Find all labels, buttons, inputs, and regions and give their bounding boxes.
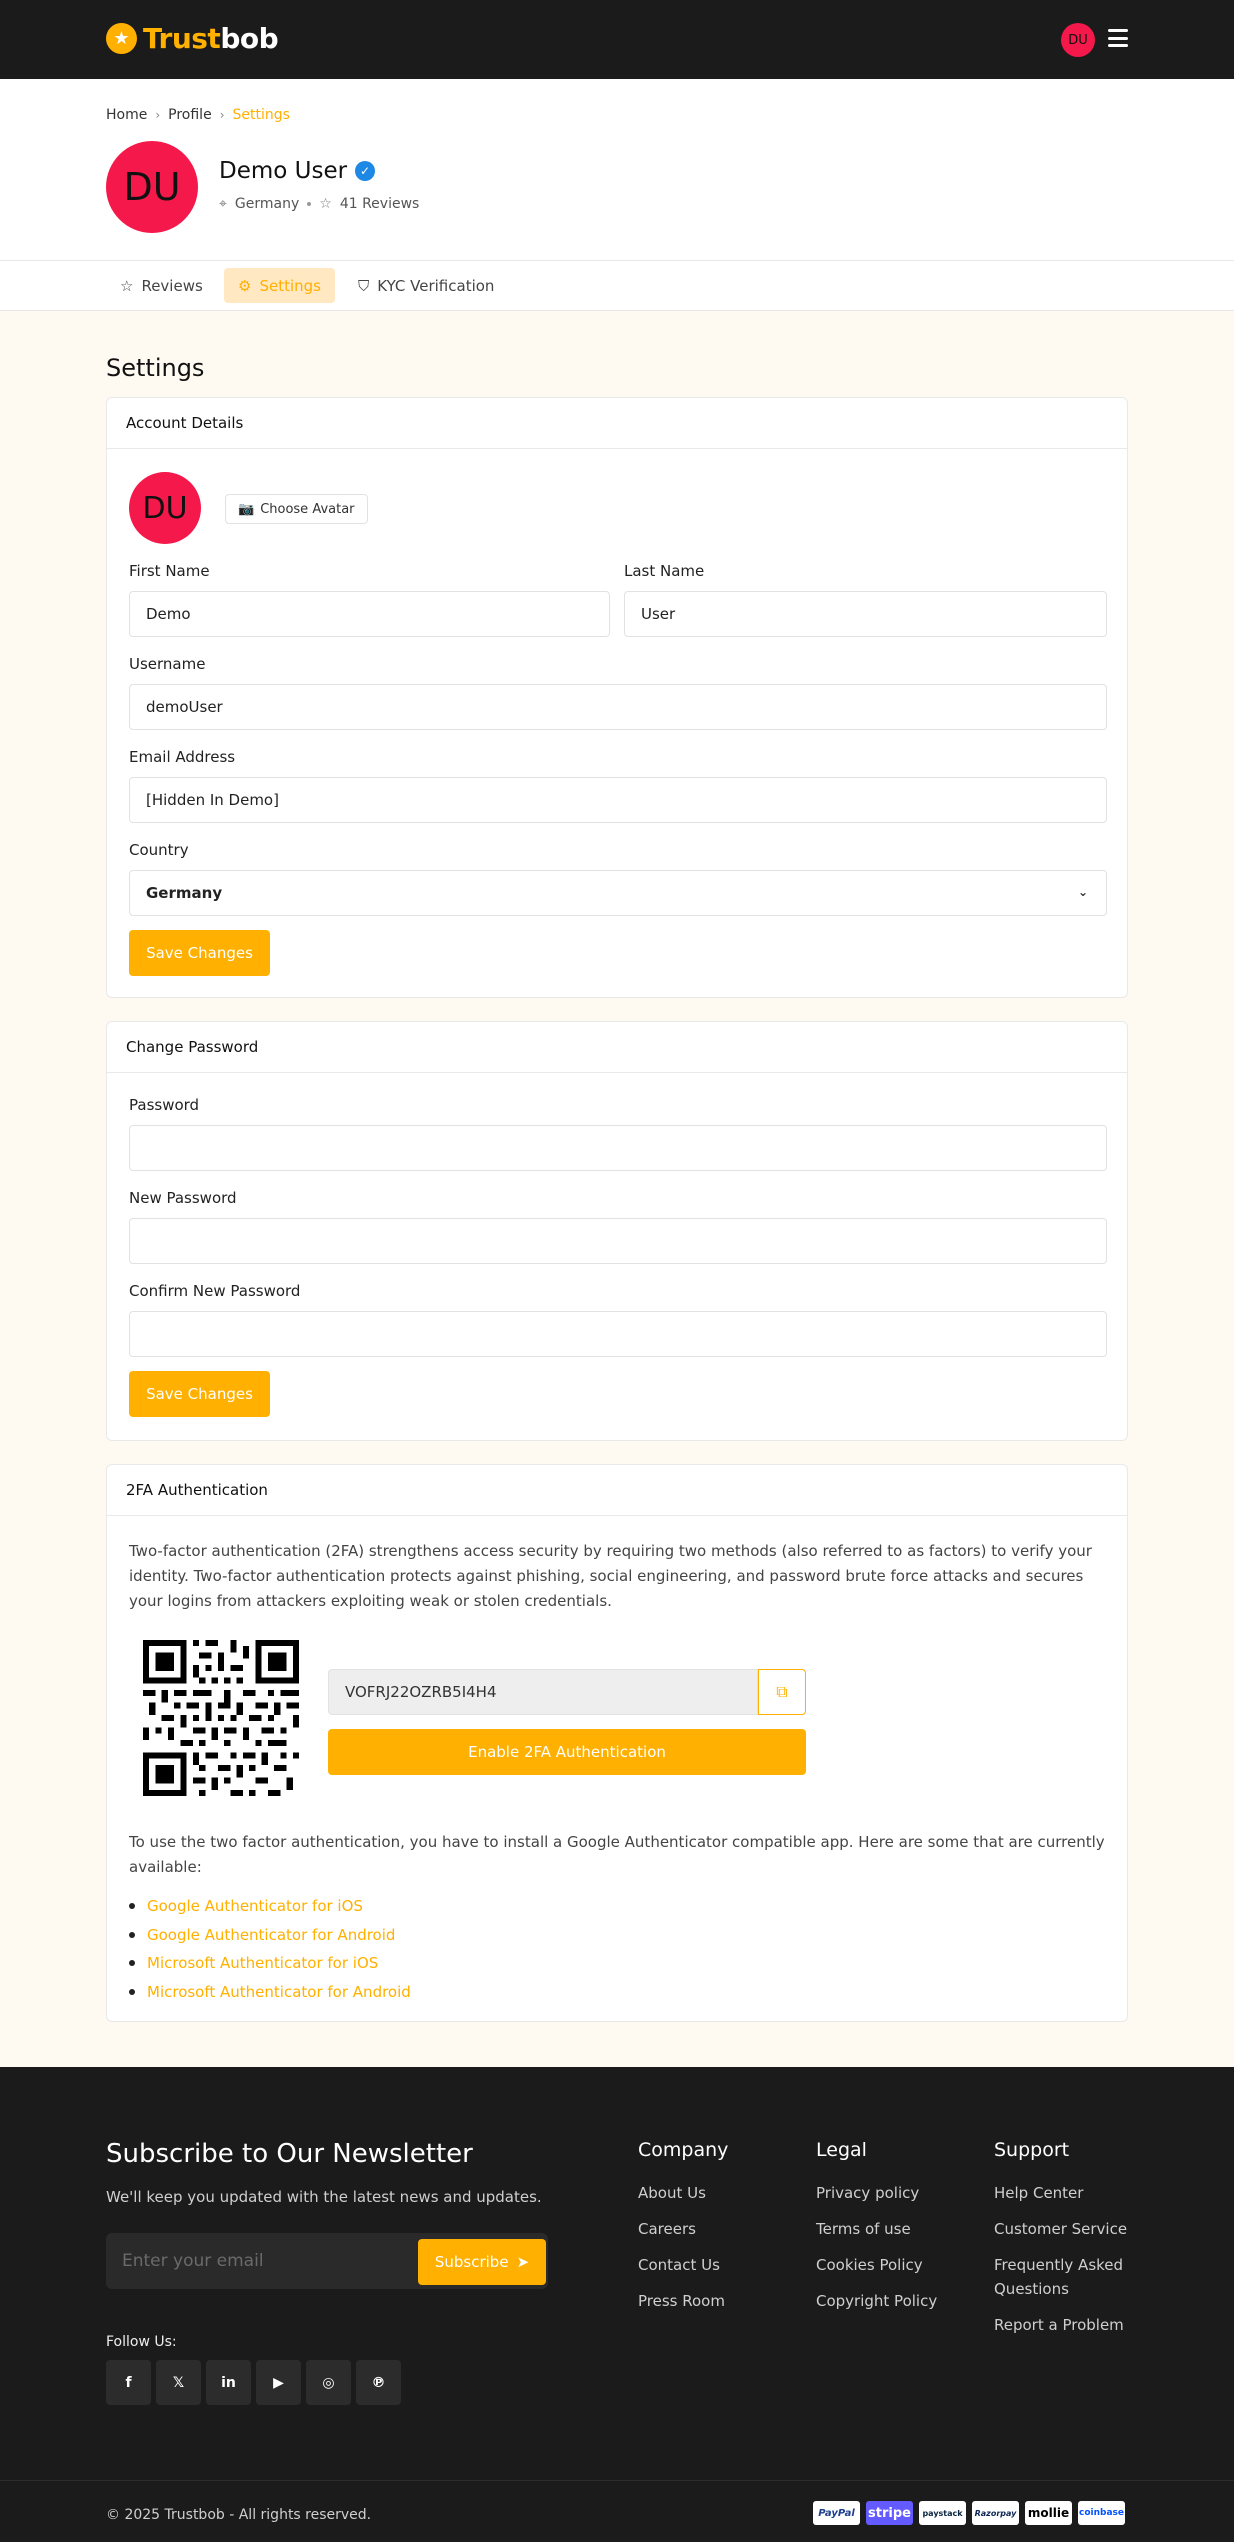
instagram-icon[interactable]: ◎ [306, 2360, 351, 2405]
account-avatar: DU [129, 472, 201, 544]
email-input[interactable]: [Hidden In Demo] [129, 777, 1107, 823]
footer-link[interactable]: Careers [638, 2220, 696, 2238]
newsletter-title: Subscribe to Our Newsletter [106, 2139, 473, 2169]
footer-company-column [638, 2139, 728, 2325]
profile-meta [219, 196, 419, 212]
breadcrumb-current: Settings [232, 107, 290, 123]
save-changes-button[interactable]: Save Changes [129, 930, 270, 976]
newsletter-form [106, 2233, 548, 2289]
profile-reviews-count: 41 Reviews [339, 196, 420, 212]
footer-support-column [994, 2139, 1130, 2349]
gear-icon: ⚙ [238, 276, 252, 295]
facebook-icon[interactable]: f [106, 2360, 151, 2405]
footer-link[interactable]: Frequently Asked Questions [994, 2256, 1124, 2298]
tab-settings[interactable] [224, 268, 335, 303]
profile-name-row [219, 158, 375, 184]
password-input[interactable] [129, 1125, 1107, 1171]
last-name-label: Last Name [624, 562, 705, 580]
mollie-logo: mollie [1025, 2501, 1072, 2525]
footer-column-title: Company [638, 2139, 729, 2161]
breadcrumb-profile[interactable]: Profile [168, 107, 212, 123]
chevron-right-icon: › [155, 108, 161, 122]
footer-link[interactable]: Privacy policy [816, 2184, 920, 2202]
tab-label: Settings [259, 276, 321, 295]
card-title: Account Details [107, 398, 1127, 449]
star-icon: ★ [106, 23, 137, 54]
twofa-apps-intro: To use the two factor authentication, you have to install a Google Authenticator compatible app. Here are some that are currently available: [129, 1833, 1105, 1876]
enable-2fa-button[interactable]: Enable 2FA Authentication [328, 1729, 806, 1775]
page-title: Settings [106, 354, 205, 382]
username-label: Username [129, 655, 206, 673]
pinterest-icon[interactable]: ℗ [356, 2360, 401, 2405]
copy-icon[interactable]: ⧉ [758, 1669, 806, 1715]
qr-code-image [143, 1640, 299, 1796]
chevron-down-icon: ⌄ [1077, 885, 1088, 899]
newsletter-email-input[interactable]: Enter your email [122, 2251, 264, 2271]
choose-avatar-label: Choose Avatar [260, 501, 355, 517]
footer-column-title: Support [994, 2139, 1070, 2161]
app-link[interactable]: Google Authenticator for Android [129, 1921, 411, 1950]
location-icon: ⌖ [219, 196, 227, 212]
breadcrumb [106, 107, 290, 123]
paystack-logo: paystack [919, 2501, 966, 2525]
app-link[interactable]: Microsoft Authenticator for iOS [129, 1949, 411, 1978]
first-name-label: First Name [129, 562, 210, 580]
divider [0, 2480, 1234, 2481]
newsletter-subtitle: We'll keep you updated with the latest news and updates. [106, 2188, 542, 2206]
payment-methods [813, 2501, 1125, 2525]
breadcrumb-home[interactable]: Home [106, 107, 148, 123]
email-label: Email Address [129, 748, 236, 766]
top-navbar [0, 0, 1234, 79]
footer-link[interactable]: About Us [638, 2184, 706, 2202]
account-details-card [106, 397, 1128, 998]
tab-label: KYC Verification [377, 276, 495, 295]
country-select-value: Germany [146, 884, 223, 902]
coinbase-logo: coinbase [1078, 2501, 1125, 2525]
footer [0, 2067, 1234, 2542]
logo-text-part1: Trust [143, 22, 221, 55]
profile-name: Demo User [219, 158, 348, 184]
twofa-description: Two-factor authentication (2FA) strengthens access security by requiring two methods (also referred to as factors) to verify your identity. Two-factor authentication protects against phishing, social engineering, and password brute force attacks and secures your logins from attackers exploiting weak or stolen credentials. [129, 1542, 1092, 1610]
username-input[interactable]: demoUser [129, 684, 1107, 730]
twofa-secret-field[interactable]: VOFRJ22OZRB5I4H4 [328, 1669, 758, 1715]
authenticator-app-list [129, 1892, 411, 2006]
shield-icon: ⛉ [358, 276, 370, 295]
footer-link[interactable]: Help Center [994, 2184, 1084, 2202]
subscribe-label: Subscribe [434, 2253, 509, 2271]
tab-label: Reviews [141, 276, 203, 295]
footer-link[interactable]: Customer Service [994, 2220, 1128, 2238]
stripe-logo: stripe [866, 2501, 913, 2525]
menu-icon[interactable] [1108, 29, 1128, 47]
new-password-label: New Password [129, 1189, 237, 1207]
choose-avatar-button[interactable] [225, 494, 368, 524]
subscribe-button[interactable] [418, 2239, 546, 2285]
confirm-password-label: Confirm New Password [129, 1282, 301, 1300]
app-link[interactable]: Google Authenticator for iOS [129, 1892, 411, 1921]
password-label: Password [129, 1096, 200, 1114]
confirm-password-input[interactable] [129, 1311, 1107, 1357]
tab-kyc-verification[interactable] [344, 268, 508, 303]
send-icon: ➤ [516, 2253, 530, 2271]
logo-text-part2: bob [220, 22, 279, 55]
star-outline-icon: ☆ [120, 276, 134, 295]
new-password-input[interactable] [129, 1218, 1107, 1264]
separator-dot [307, 202, 311, 206]
footer-link[interactable]: Contact Us [638, 2256, 720, 2274]
verified-badge-icon: ✓ [355, 161, 375, 181]
social-links [106, 2360, 401, 2405]
linkedin-icon[interactable]: in [206, 2360, 251, 2405]
twofa-card [106, 1464, 1128, 2022]
star-outline-icon: ☆ [319, 196, 332, 212]
footer-legal-column [816, 2139, 937, 2325]
footer-link[interactable]: Cookies Policy [816, 2256, 923, 2274]
first-name-input[interactable]: Demo [129, 591, 610, 637]
footer-column-title: Legal [816, 2139, 867, 2161]
tab-reviews[interactable] [106, 268, 217, 303]
youtube-icon[interactable]: ▶ [256, 2360, 301, 2405]
footer-link[interactable]: Press Room [638, 2292, 725, 2310]
x-twitter-icon[interactable]: 𝕏 [156, 2360, 201, 2405]
user-avatar[interactable]: DU [1061, 23, 1095, 57]
follow-us-label: Follow Us: [106, 2334, 177, 2350]
copyright-text: © 2025 Trustbob - All rights reserved. [106, 2507, 372, 2523]
footer-link[interactable]: Copyright Policy [816, 2292, 938, 2310]
footer-link[interactable]: Terms of use [816, 2220, 911, 2238]
logo[interactable] [106, 22, 278, 55]
divider [0, 260, 1234, 261]
last-name-input[interactable]: User [624, 591, 1107, 637]
paypal-logo: PayPal [813, 2501, 860, 2525]
profile-avatar: DU [106, 141, 198, 233]
chevron-right-icon: › [219, 108, 225, 122]
profile-country: Germany [234, 196, 300, 212]
razorpay-logo: Razorpay [972, 2501, 1019, 2525]
card-title: 2FA Authentication [107, 1465, 1127, 1516]
card-title: Change Password [107, 1022, 1127, 1073]
change-password-card [106, 1021, 1128, 1441]
camera-icon: 📷 [238, 501, 255, 517]
country-label: Country [129, 841, 189, 859]
country-select[interactable] [129, 870, 1107, 916]
app-link[interactable]: Microsoft Authenticator for Android [129, 1978, 411, 2007]
footer-link[interactable]: Report a Problem [994, 2316, 1124, 2334]
save-password-button[interactable]: Save Changes [129, 1371, 270, 1417]
